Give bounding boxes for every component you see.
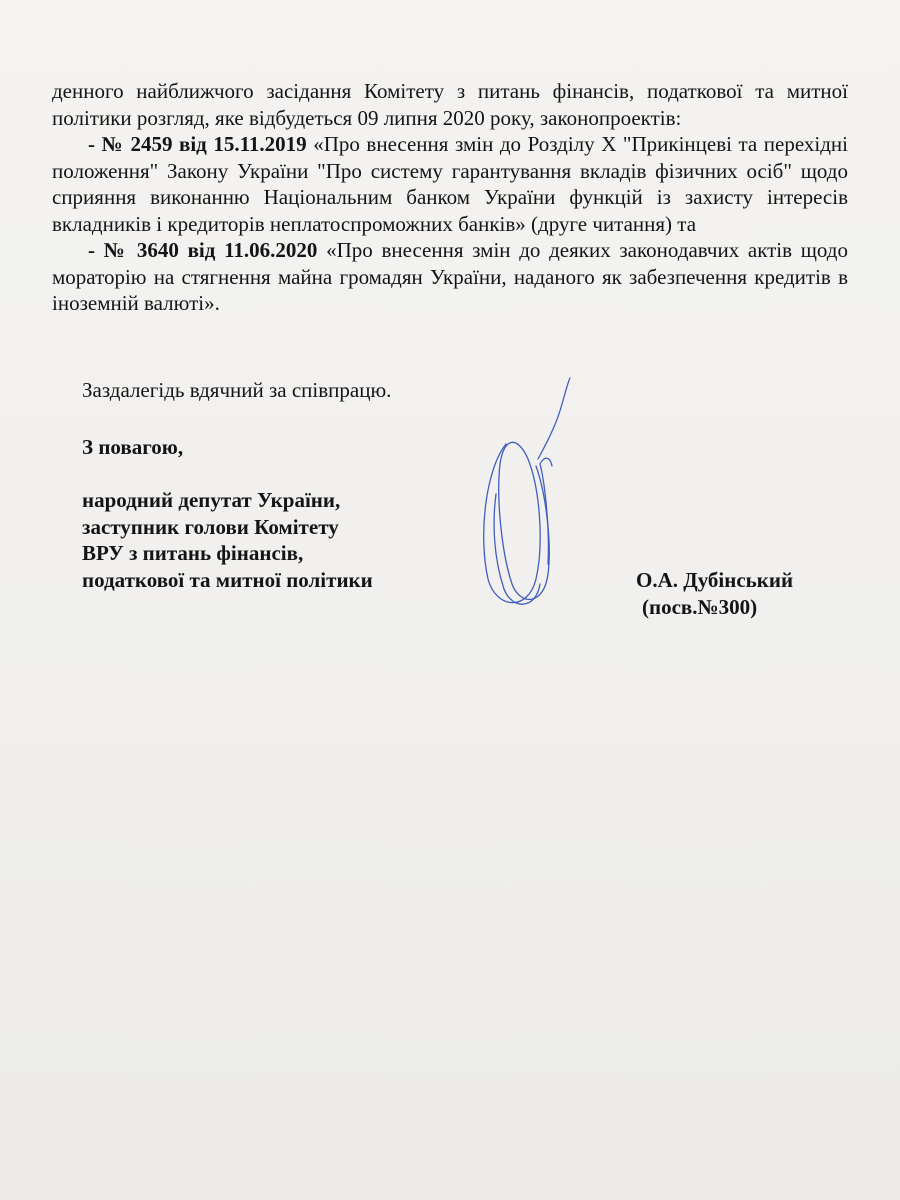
bill-item-2459	[52, 131, 848, 237]
position-line: ВРУ з питань фінансів,	[82, 541, 304, 565]
position-line: податкової та митної політики	[82, 567, 373, 592]
bill-reference: - № 2459 від 15.11.2019	[88, 132, 307, 156]
handwritten-signature	[466, 374, 586, 614]
bill-title: «Про внесення змін до Розділу X "Прикінцеві та перехідні положення" Закону України "Про систему гарантування вкладів фізичних осіб" щодо сприяння виконанню Національним банком України функцій із захисту інтересів вкладників і кредиторів неплатоспроможних банків» (друге читання) та	[52, 132, 848, 236]
position-line: народний депутат України,	[82, 488, 341, 512]
bill-item-3640	[52, 237, 848, 317]
regards-line: З повагою,	[82, 435, 184, 459]
intro-paragraph: денного найближчого засідання Комітету з питань фінансів, податкової та митної політики розгляд, яке відбудеться 09 липня 2020 року, законопроектів:	[52, 79, 848, 130]
position-line: заступник голови Комітету	[82, 514, 339, 539]
signature-stroke	[538, 378, 570, 459]
thanks-line: Заздалегідь вдячний за співпрацю.	[82, 378, 392, 402]
bill-reference: - № 3640 від 11.06.2020	[88, 238, 318, 262]
letter-body	[52, 78, 848, 317]
bill-title: «Про внесення змін до деяких законодавчих актів щодо мораторію на стягнення майна громадян України, наданого як забезпечення кредитів в іноземній валюті».	[52, 238, 848, 315]
signer-name: О.А. Дубінський	[636, 568, 794, 592]
signer-position	[82, 487, 373, 593]
signer-certificate: (посв.№300)	[642, 594, 758, 619]
signer-block	[636, 567, 793, 620]
